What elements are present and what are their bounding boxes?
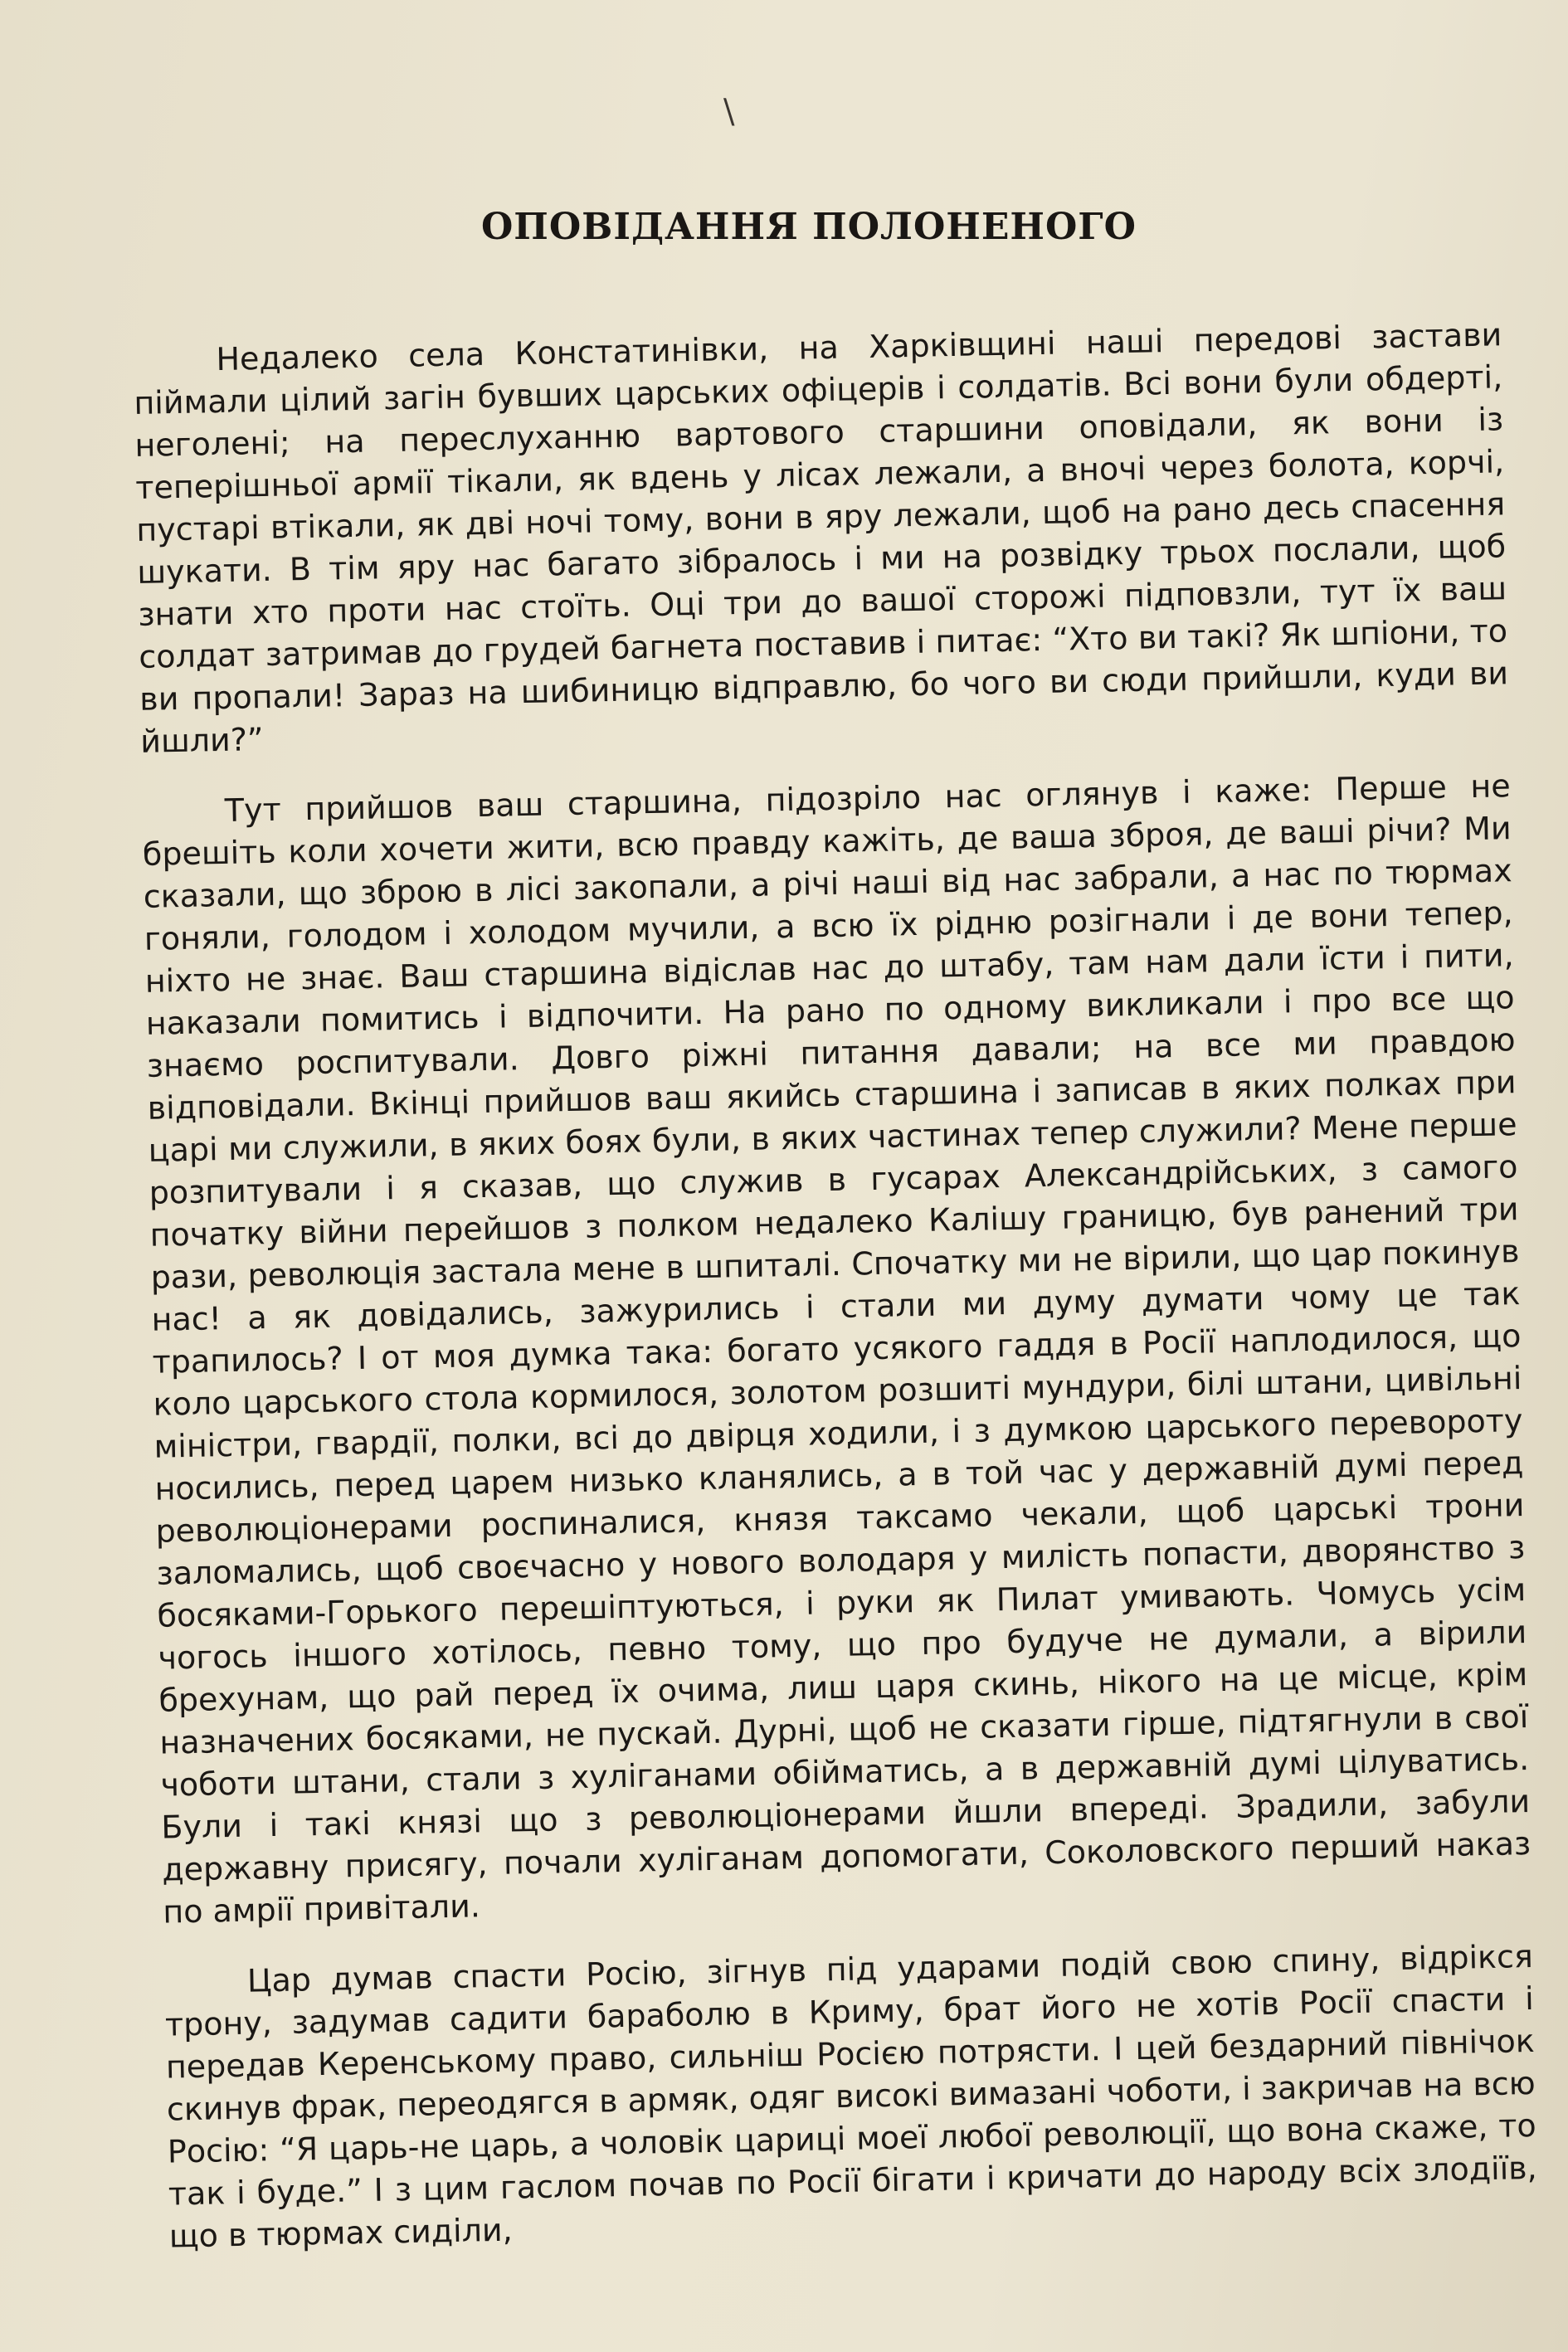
paragraph-2: Тут прийшов ваш старшина, підозріло нас оглянув і каже: Перше не брешіть коли хочети жити, всю правду кажіть, де ваша зброя, де ваші річи? Ми сказали, що зброю в лісі закопали, а річі наші від нас забрали, а нас по тюрмах гоняли, голодом і холодом мучили, а всю їх рідню розігнали і де вони тепер, ніхто не знає. Ваш старшина відіслав нас до штабу, там нам дали їсти і пити, наказали помитись і відпочити. На рано по одному викликали і про все що знаємо роспитували. Довго ріжні питання давали; на все ми правдою відповідали. Вкінці прийшов ваш якийсь старшина і записав в яких полках при царі ми служили, в яких боях були, в яких частинах тепер служили? Мене перше розпитували і я сказав, що служив в гусарах Александрійських, з самого початку війни перейшов з полком недалеко Калішу границю, був ранений три рази, революція застала мене в шпиталі. Спочатку ми не вірили, що цар покинув нас! а як довідались, зажурились і стали ми думу думати чому це так трапилось? І от моя думка така: богато усякого гаддя в Росії наплодилося, що коло царського стола кормилося, золотом розшиті мундури, білі штани, цивільні міністри, гвардії, полки, всі до двірця ходили, і з думкою царського перевороту носились, перед царем низько кланялись, а в той час у державній думі перед революціонерами роспиналися, князя таксамо чекали, щоб царські трони заломались, щоб своєчасно у нового володаря у милість попасти, дворянство з босяками-Горького перешіптуються, і руки як Пилат умивають. Чомусь усім чогось іншого хотілось, певно тому, що про будуче не думали, а вірили брехунам, що рай перед їх очима, лиш царя скинь, нікого на це місце, крім назначених босяками, не пускай. Дурні, щоб не сказати гірше, підтягнули в свої чоботи штани, стали з хуліганами обійматись, а в державній думі цілуватись. Були і такі князі що з революціонерами йшли впереді. Зрадили, забули державну присягу, почали хуліганам допомогати, Соколовского перший наказ по амрії привітали. — [142, 767, 1531, 1931]
paragraph-1: Недалеко села Констатинівки, на Харківщині наші передові застави піймали цілий загін бувших царських офіцерів і солдатів. Всі вони були обдерті, неголені; на переслуханню вартового старшини оповідали, як вони із теперішньої армії тікали, як вдень у лісах лежали, а вночі через болота, корчі, пустарі втікали, як дві ночі тому, вони в яру лежали, щоб на рано десь спасення шукати. В тім яру нас багато зібралось і ми на розвідку трьох послали, щоб знати хто проти нас стоїть. Оці три до вашої сторожі підповзли, тут їх ваш солдат затримав до грудей багнета поставив і питає: “Хто ви такі? Як шпіони, то ви пропали! Зараз на шибиницю відправлю, бо чого ви сюди прийшли, куди ви йшли?” — [134, 316, 1509, 760]
page-title: ОПОВІДАННЯ ПОЛОНЕНОГО — [480, 206, 1137, 248]
stray-mark: \ — [723, 93, 735, 131]
article-body — [133, 314, 1538, 2257]
paragraph-3: Цар думав спасти Росію, зігнув під ударами подій свою спину, відрікся трону, задумав садити бараболю в Криму, брат його не хотів Росії спасти і передав Керенському право, сильніш Росією потрясти. І цей бездарний північок скинув фрак, переодягся в армяк, одяг високі вимазані чоботи, і закричав на всю Росію: “Я царь-не царь, а чоловік цариці моеї любої революції, що вона скаже, то так і буде.” І з цим гаслом почав по Росії бігати і кричати до народу всіх злодіїв, що в тюрмах сиділи, — [164, 1937, 1538, 2255]
